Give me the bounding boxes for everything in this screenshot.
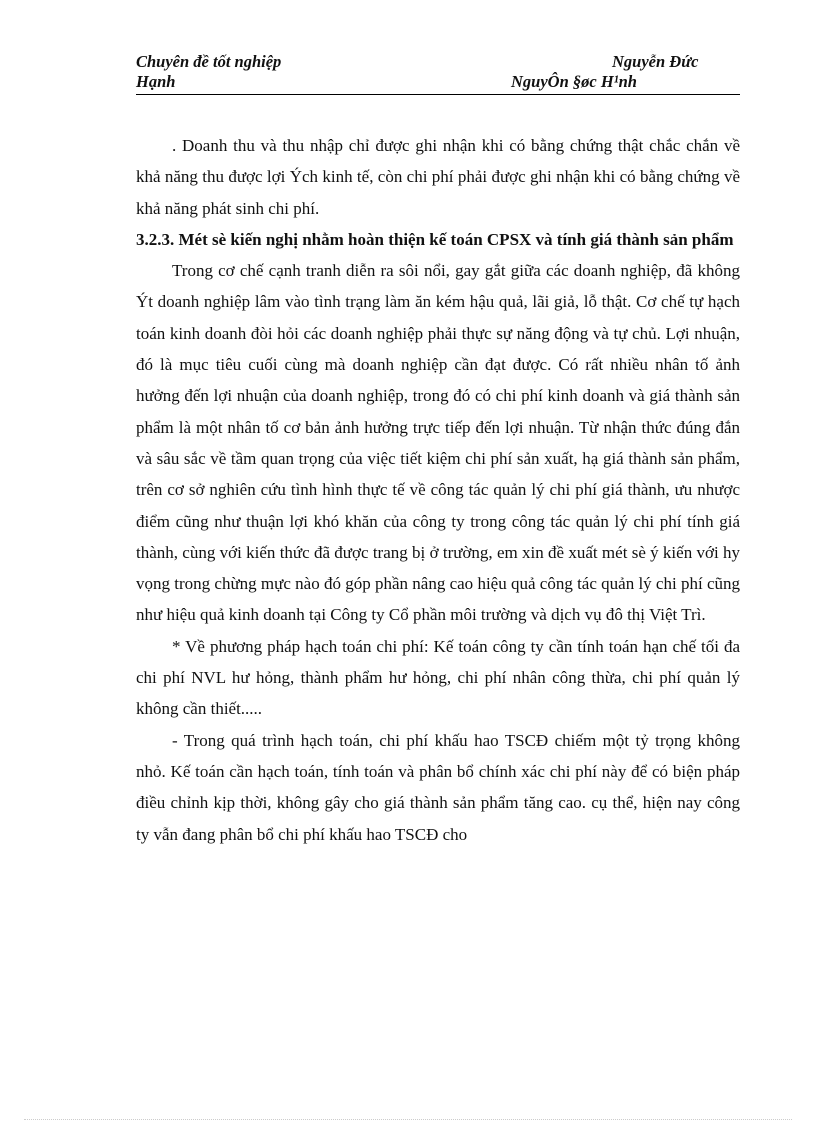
- header-author-line1: Nguyễn Đức: [612, 52, 699, 71]
- paragraph-accounting-method: * Về phương pháp hạch toán chi phí: Kế toán công ty cần tính toán hạn chế tối đa chi phí NVL hư hỏng, thành phẩm hư hỏng, chi phí nhân công thừa, chi phí quản lý không cần thiết.....: [136, 636, 740, 719]
- section-heading: 3.2.3. Mét sè kiến nghị nhằm hoàn thiện kế toán CPSX và tính giá thành sản phẩm: [136, 229, 734, 249]
- paragraph-competition: Trong cơ chế cạnh tranh diễn ra sôi nổi, gay gắt giữa các doanh nghiệp, đã không Ýt doanh nghiệp lâm vào tình trạng làm ăn kém hậu quả, lãi giả, lỗ thật. Cơ chế tự hạch toán kinh doanh đòi hỏi các doanh nghiệp phải thực sự năng động và tự chủ. Lợi nhuận, đó là mục tiêu cuối cùng mà doanh nghiệp cần đạt được. Có rất nhiều nhân tố ảnh hưởng đến lợi nhuận của doanh nghiệp, trong đó có chi phí kinh doanh và giá thành sản phẩm là một nhân tố cơ bản ảnh hưởng trực tiếp đến lợi nhuận. Từ nhận thức đúng đắn và sâu sắc về tầm quan trọng của việc tiết kiệm chi phí sản xuất, hạ giá thành sản phẩm, trên cơ sở nghiên cứu tình hình thực tế về công tác quản lý chi phí giá thành, ưu nhược điểm cũng như thuận lợi khó khăn của công ty trong công tác quản lý chi phí tính giá thành, cùng với kiến thức đã được trang bị ở trường, em xin đề xuất mét sè ý kiến với hy vọng trong chừng mực nào đó góp phần nâng cao hiệu quả công tác quản lý chi phí cũng như hiệu quả kinh doanh tại Công ty Cổ phần môi trường và dịch vụ đô thị Việt Trì.: [136, 261, 740, 625]
- paragraph-revenue-recognition: . Doanh thu và thu nhập chỉ được ghi nhận khi có bằng chứng thật chắc chắn về khả năng thu được lợi Ých kinh tế, còn chi phí phải được ghi nhận khi có bằng chứng về khả năng phát sinh chi phí.: [136, 136, 740, 218]
- header-author-line2: NguyÔn §øc H¹nh: [511, 72, 637, 91]
- page-bottom-divider: [24, 1119, 792, 1120]
- header-title-line2: Hạnh: [136, 72, 176, 91]
- page-header: [136, 50, 740, 95]
- paragraph-depreciation: - Trong quá trình hạch toán, chi phí khấu hao TSCĐ chiếm một tỷ trọng không nhỏ. Kế toán cần hạch toán, tính toán và phân bổ chính xác chi phí này để có biện pháp điều chỉnh kịp thời, không gây cho giá thành sản phẩm tăng cao. cụ thể, hiện nay công ty vẫn đang phân bổ chi phí khấu hao TSCĐ cho: [136, 730, 740, 844]
- document-body: [136, 130, 740, 850]
- header-title-line1: Chuyên đề tốt nghiệp: [136, 52, 282, 71]
